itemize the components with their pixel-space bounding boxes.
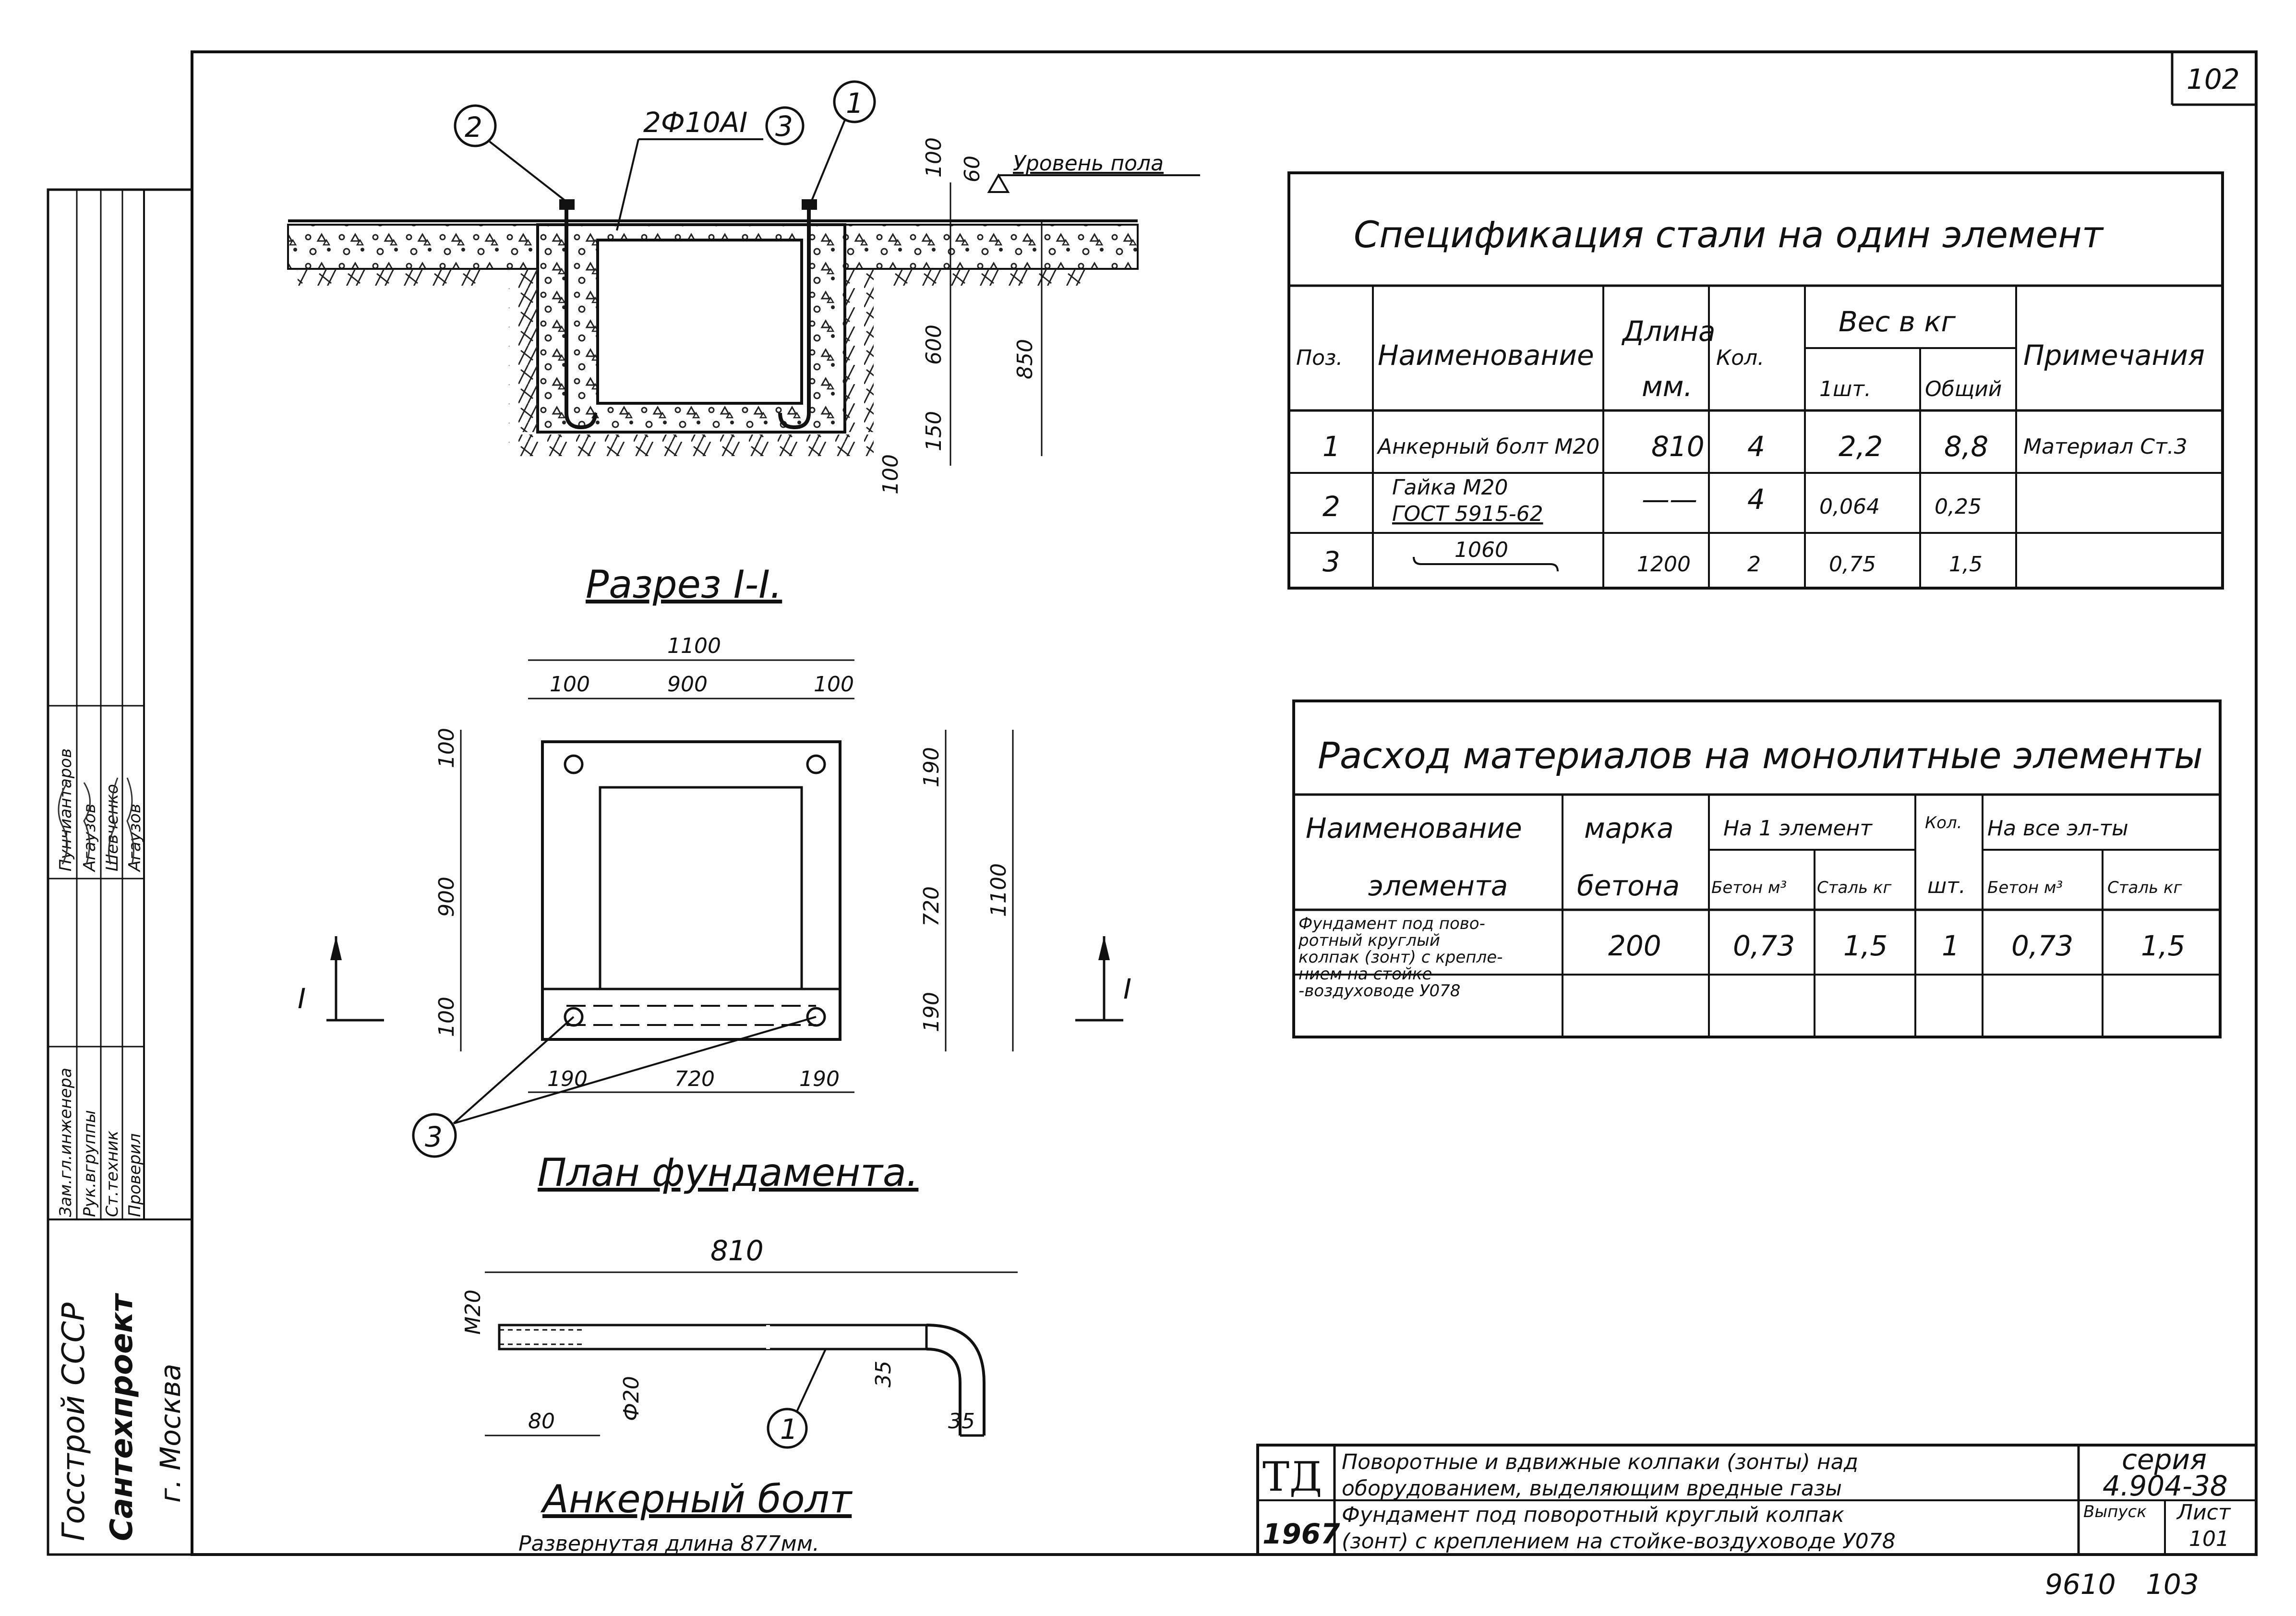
bolt-drawing	[461, 1234, 1018, 1447]
spec-r3-name: 1060	[1455, 538, 1508, 562]
title-block	[1258, 1443, 2256, 1555]
mat-row-name-3: колпак (зонт) с крепле-	[1298, 948, 1503, 967]
title-line-1: Поворотные и вдвижные колпаки (зонты) над	[1342, 1450, 1859, 1474]
materials-table	[1294, 701, 2220, 1037]
plan-bottom-190a: 190	[547, 1067, 588, 1091]
spec-table	[1289, 173, 2223, 588]
section-dim-100: 100	[922, 137, 946, 178]
mat-h-one: На 1 элемент	[1723, 816, 1873, 841]
mat-row-b1: 0,73	[1733, 929, 1795, 962]
spec-h-wt: Общий	[1925, 377, 2002, 401]
plan-section-mark-right: I	[1123, 973, 1132, 1005]
stamp-name-3: Шевченко	[103, 784, 122, 871]
plan-left-900: 900	[434, 877, 459, 917]
mat-row-q: 1	[1942, 929, 1959, 962]
spec-r1-qty: 4	[1747, 430, 1765, 463]
bolt-callout-1: 1	[780, 1413, 798, 1446]
stamp-city: г. Москва	[154, 1363, 187, 1503]
section-dim-850: 850	[1013, 339, 1037, 379]
spec-r2-w1: 0,064	[1819, 494, 1880, 519]
sheet-number: 102	[2187, 63, 2240, 96]
spec-r2-pos: 2	[1322, 490, 1340, 523]
mat-h-stal1: Сталь кг	[1817, 878, 1892, 897]
spec-r2-qty: 4	[1747, 483, 1765, 516]
title-list: 101	[2189, 1527, 2229, 1551]
mat-h-beton2: Бетон м³	[1987, 878, 2063, 897]
mat-h-name1: Наименование	[1306, 812, 1522, 844]
mat-h-qty2: шт.	[1927, 874, 1966, 898]
spec-r3-qty: 2	[1747, 552, 1761, 577]
left-stamp	[48, 190, 192, 1555]
section-title: Разрез I-I.	[586, 562, 782, 607]
spec-h-weight: Вес в кг	[1839, 305, 1956, 338]
plan-left-100a: 100	[434, 728, 459, 768]
mat-h-qty1: Кол.	[1925, 813, 1962, 832]
bolt-diameter: Ф20	[619, 1376, 644, 1421]
floor-level-label: Уровень пола	[1013, 151, 1164, 176]
stamp-name-1: Пунчиантаров	[56, 748, 75, 871]
title-vypusk: Выпуск	[2083, 1502, 2147, 1521]
bolt-radius-35b: 35	[948, 1409, 975, 1434]
plan-right-190b: 190	[919, 992, 944, 1032]
bolt-thread-length: 80	[528, 1409, 555, 1434]
stamp-role-1: Зам.гл.инженера	[56, 1068, 75, 1217]
spec-r1-pos: 1	[1322, 430, 1340, 463]
spec-r3-w1: 0,75	[1829, 552, 1876, 577]
section-callout-1: 1	[846, 87, 864, 120]
stamp-org-2: Сантехпроект	[104, 1294, 140, 1541]
bolt-length: 810	[710, 1234, 764, 1267]
plan-callout-3: 3	[425, 1121, 443, 1153]
spec-r3-pos: 3	[1322, 545, 1340, 578]
plan-right-720: 720	[919, 886, 944, 927]
section-dim-100b: 100	[878, 454, 903, 494]
spec-r1-len: 810	[1651, 430, 1705, 463]
spec-h-note: Примечания	[2023, 339, 2205, 372]
mat-h-m1: марка	[1584, 812, 1674, 844]
plan-bottom-720: 720	[674, 1067, 715, 1091]
plan-top-100b: 100	[814, 672, 854, 697]
spec-h-pos: Поз.	[1296, 346, 1343, 370]
spec-r2-len: ——	[1642, 483, 1697, 516]
bolt-m20: М20	[461, 1290, 485, 1335]
plan-right-total: 1100	[986, 863, 1011, 917]
mat-row-m: 200	[1608, 929, 1661, 962]
mat-h-m2: бетона	[1577, 869, 1680, 902]
mat-title: Расход материалов на монолитные элементы	[1318, 734, 2203, 777]
stamp-name-2: Агаузов	[80, 804, 99, 871]
spec-r2-name2: ГОСТ 5915-62	[1392, 502, 1543, 526]
mat-h-name2: элемента	[1368, 869, 1508, 902]
stamp-role-3: Ст.техник	[103, 1130, 122, 1217]
footer-code: 9610	[2045, 1568, 2116, 1601]
mat-row-s2: 1,5	[2141, 929, 2186, 962]
plan-left-100b: 100	[434, 997, 459, 1037]
mat-h-stal2: Сталь кг	[2107, 878, 2182, 897]
plan-top-100a: 100	[550, 672, 590, 697]
spec-h-qty: Кол.	[1716, 346, 1765, 370]
section-dim-600: 600	[922, 325, 946, 365]
title-line-2: оборудованием, выделяющим вредные газы	[1342, 1476, 1842, 1501]
title-list-label: Лист	[2177, 1500, 2231, 1525]
spec-h-len2: мм.	[1642, 370, 1693, 403]
stamp-name-4: Агаузов	[125, 804, 144, 871]
section-dim-60: 60	[960, 156, 985, 182]
spec-title: Спецификация стали на один элемент	[1354, 213, 2104, 256]
plan-section-mark-left: I	[298, 982, 306, 1015]
plan-right-190a: 190	[919, 747, 944, 787]
spec-r1-note: Материал Ст.3	[2023, 434, 2188, 459]
section-callout-3: 3	[775, 110, 793, 143]
spec-r3-len: 1200	[1637, 552, 1691, 577]
bolt-radius-35a: 35	[871, 1361, 896, 1387]
spec-h-name: Наименование	[1378, 339, 1594, 372]
section-drawing	[288, 82, 1200, 494]
title-year: 1967	[1262, 1518, 1340, 1550]
title-seria: 4.904-38	[2103, 1470, 2228, 1502]
spec-r2-name: Гайка М20	[1392, 475, 1508, 500]
mat-row-name-1: Фундамент под пово-	[1298, 914, 1485, 933]
title-seria-label: серия	[2122, 1443, 2207, 1476]
plan-top-total: 1100	[667, 634, 721, 658]
bolt-subtitle: Развернутая длина 877мм.	[518, 1532, 819, 1556]
sheet-number-box	[2172, 52, 2256, 105]
mat-row-name-5: -воздуховоде У078	[1298, 981, 1461, 1001]
section-rebar-label: 2Ф10АI	[643, 106, 748, 139]
title-line-3: Фундамент под поворотный круглый колпак	[1342, 1503, 1844, 1527]
footer-page: 103	[2146, 1568, 2199, 1601]
title-td: ТД	[1262, 1453, 1322, 1500]
section-dim-150: 150	[922, 411, 946, 451]
mat-h-beton1: Бетон м³	[1711, 878, 1787, 897]
mat-row-name-2: ротный круглый	[1298, 931, 1440, 950]
plan-bottom-190b: 190	[799, 1067, 840, 1091]
spec-r2-wt: 0,25	[1935, 494, 1982, 519]
plan-drawing	[298, 634, 1131, 1157]
spec-h-w1: 1шт.	[1819, 377, 1871, 401]
spec-r3-wt: 1,5	[1949, 552, 1983, 577]
bolt-title: Анкерный болт	[542, 1477, 852, 1521]
spec-r1-wt: 8,8	[1944, 430, 1989, 463]
mat-row-name-4: нием на стойке-	[1298, 965, 1438, 984]
spec-h-len1: Длина	[1623, 315, 1716, 348]
title-line-4: (зонт) с креплением на стойке-воздуховоде У078	[1342, 1529, 1896, 1554]
section-callout-2: 2	[465, 111, 482, 144]
spec-r1-w1: 2,2	[1839, 430, 1883, 463]
plan-title: План фундамента.	[538, 1150, 919, 1195]
plan-top-900: 900	[667, 672, 708, 697]
mat-row-b2: 0,73	[2011, 929, 2074, 962]
spec-r1-name: Анкерный болт М20	[1378, 434, 1600, 459]
stamp-org-1: Госстрой СССР	[56, 1302, 92, 1541]
stamp-role-2: Рук.вгруппы	[80, 1110, 99, 1217]
stamp-role-4: Проверил	[125, 1133, 144, 1217]
mat-row-s1: 1,5	[1843, 929, 1888, 962]
mat-h-all: На все эл-ты	[1987, 816, 2128, 841]
